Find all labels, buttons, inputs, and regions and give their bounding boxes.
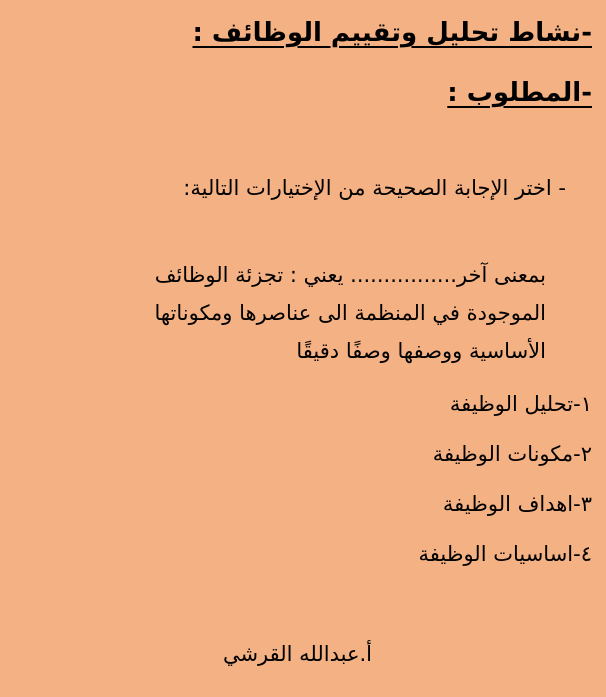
required-heading: -المطلوب :	[447, 78, 592, 108]
option-4: ٤-اساسيات الوظيفة	[418, 542, 592, 566]
option-1: ١-تحليل الوظيفة	[449, 392, 592, 416]
author-signature: أ.عبدالله القرشي	[222, 642, 372, 666]
activity-heading: -نشاط تحليل وتقييم الوظائف :	[192, 18, 592, 48]
question-line: بمعنى آخر................ يعني : تجزئة الوظائف	[154, 263, 546, 287]
option-3: ٣-اهداف الوظيفة	[442, 492, 592, 516]
question-text	[26, 256, 546, 370]
question-line: الأساسية ووصفها وصفًا دقيقًا	[296, 339, 546, 363]
answer-options	[419, 386, 592, 586]
instruction-text: - اختر الإجابة الصحيحة من الإختيارات التالية:	[183, 176, 566, 200]
option-2: ٢-مكونات الوظيفة	[432, 442, 592, 466]
question-line: الموجودة في المنظمة الى عناصرها ومكوناتها	[154, 301, 546, 325]
